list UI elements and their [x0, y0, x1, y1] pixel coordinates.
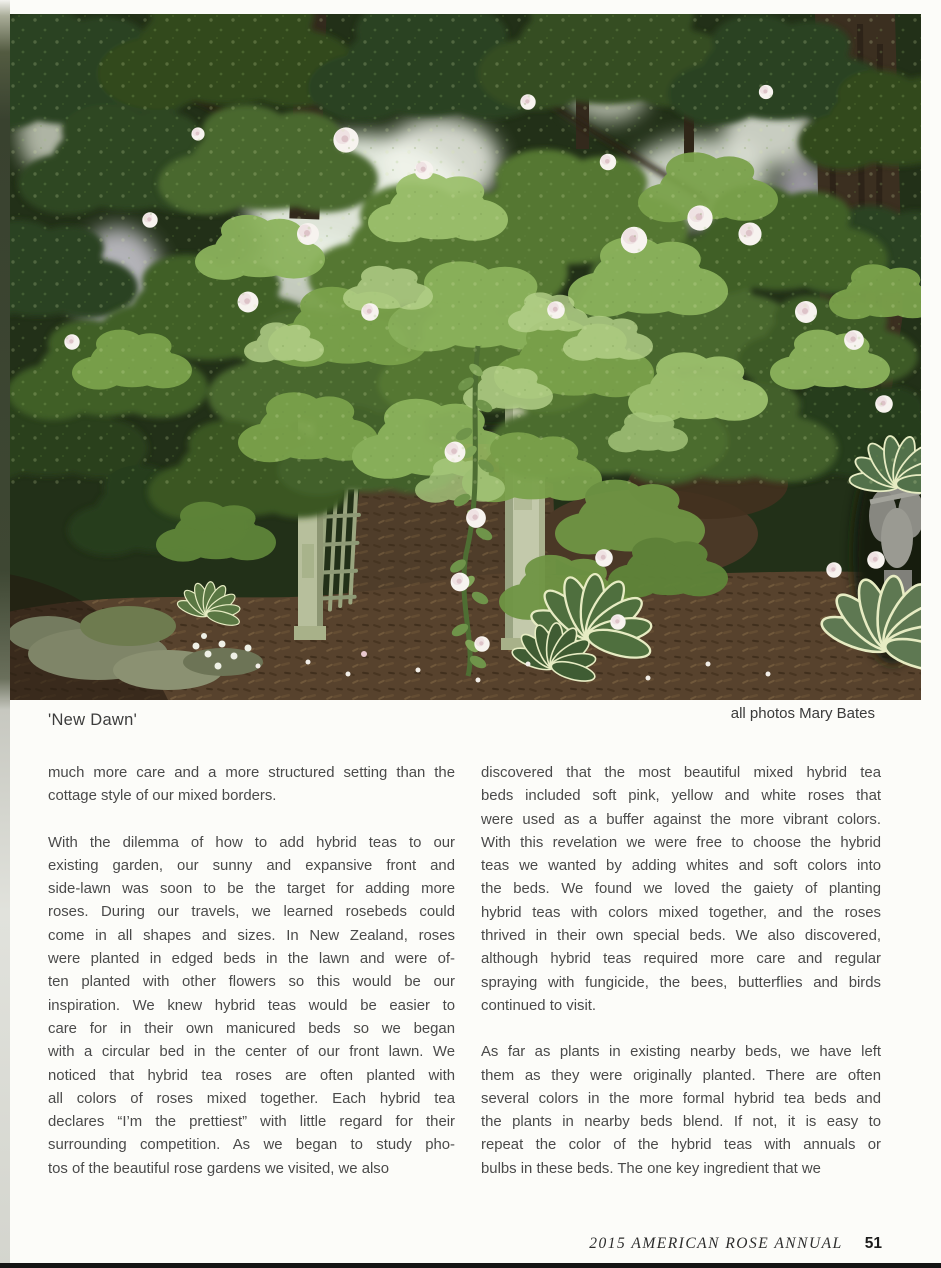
- text-line: teas we wanted by adding whites and soft colors into: [481, 858, 881, 875]
- text-line: were used as a buffer against the more vibrant colors.: [481, 811, 881, 828]
- paragraph: [48, 832, 455, 1181]
- text-line: side-lawn was soon to be the target for adding more: [48, 881, 455, 898]
- text-line: come in all shapes and sizes. In New Zealand, roses: [48, 927, 455, 944]
- text-line: with a circular bed in the center of our front lawn. We: [48, 1044, 455, 1061]
- text-line: repeat the color of the hybrid teas with annuals or: [481, 1137, 881, 1154]
- text-line: spraying with fungicide, the bees, butterflies and birds: [481, 974, 881, 991]
- text-line: noticed that hybrid tea roses are often planted with: [48, 1067, 455, 1084]
- photo-credit: all photos Mary Bates: [730, 705, 875, 722]
- text-line: bulbs in these beds. The one key ingredient that we: [481, 1160, 821, 1177]
- photo-caption: 'New Dawn': [48, 711, 138, 729]
- text-line: continued to visit.: [481, 997, 597, 1014]
- page-footer: [589, 1235, 882, 1253]
- garden-photo-illustration: [8, 14, 921, 700]
- text-line: inspiration. We knew hybrid teas would be easier to: [48, 997, 455, 1014]
- text-line: roses. During our travels, we learned rosebeds could: [48, 904, 455, 921]
- scan-bottom-edge: [0, 1263, 941, 1268]
- garden-photo: [8, 14, 921, 700]
- article-column-left: [48, 762, 455, 1204]
- text-line: thrived in their own special beds. We also discovered,: [481, 928, 881, 945]
- text-line: were planted in edged beds in the lawn and were of-: [48, 951, 455, 968]
- text-line: the plants in nearby beds blend. If not, it is easy to: [481, 1114, 881, 1131]
- text-line: With this revelation we were free to choose the hybrid: [481, 834, 881, 851]
- paragraph: [48, 762, 455, 809]
- text-line: discovered that the most beautiful mixed hybrid tea: [481, 765, 881, 781]
- text-line: tos of the beautiful rose gardens we visited, we also: [48, 1160, 390, 1177]
- text-line: declares “I’m the prettiest” with little regard for their: [48, 1114, 455, 1131]
- text-line: hybrid teas with colors mixed together, and the roses: [481, 904, 881, 921]
- text-line: much more care and a more structured setting than the: [48, 765, 455, 781]
- text-line: the beds. We found we loved the gaiety of planting: [481, 881, 881, 898]
- text-line: cottage style of our mixed borders.: [48, 788, 277, 805]
- text-line: ten planted with other flowers so this would be our: [48, 974, 455, 991]
- text-line: all colors of roses mixed together. Each hybrid tea: [48, 1090, 455, 1107]
- text-line: although hybrid teas required more care and regular: [481, 951, 881, 968]
- text-line: beds included soft pink, yellow and white roses that: [481, 788, 881, 805]
- scan-left-edge: [0, 0, 10, 1268]
- text-line: care for in their own manicured beds so we began: [48, 1020, 455, 1037]
- text-line: several colors in the more formal hybrid tea beds and: [481, 1090, 881, 1107]
- text-line: them as they were originally planted. There are often: [481, 1067, 881, 1084]
- text-line: surrounding competition. As we began to study pho-: [48, 1137, 455, 1154]
- text-line: As far as plants in existing nearby beds, we have left: [481, 1044, 881, 1061]
- text-line: With the dilemma of how to add hybrid teas to our: [48, 834, 455, 851]
- text-line: existing garden, our sunny and expansive front and: [48, 857, 455, 874]
- footer-page-number: 51: [864, 1235, 882, 1252]
- footer-publication: 2015 AMERICAN ROSE ANNUAL: [589, 1235, 843, 1252]
- article-column-right: [481, 762, 881, 1204]
- paragraph: [481, 762, 881, 1018]
- paragraph: [481, 1041, 881, 1181]
